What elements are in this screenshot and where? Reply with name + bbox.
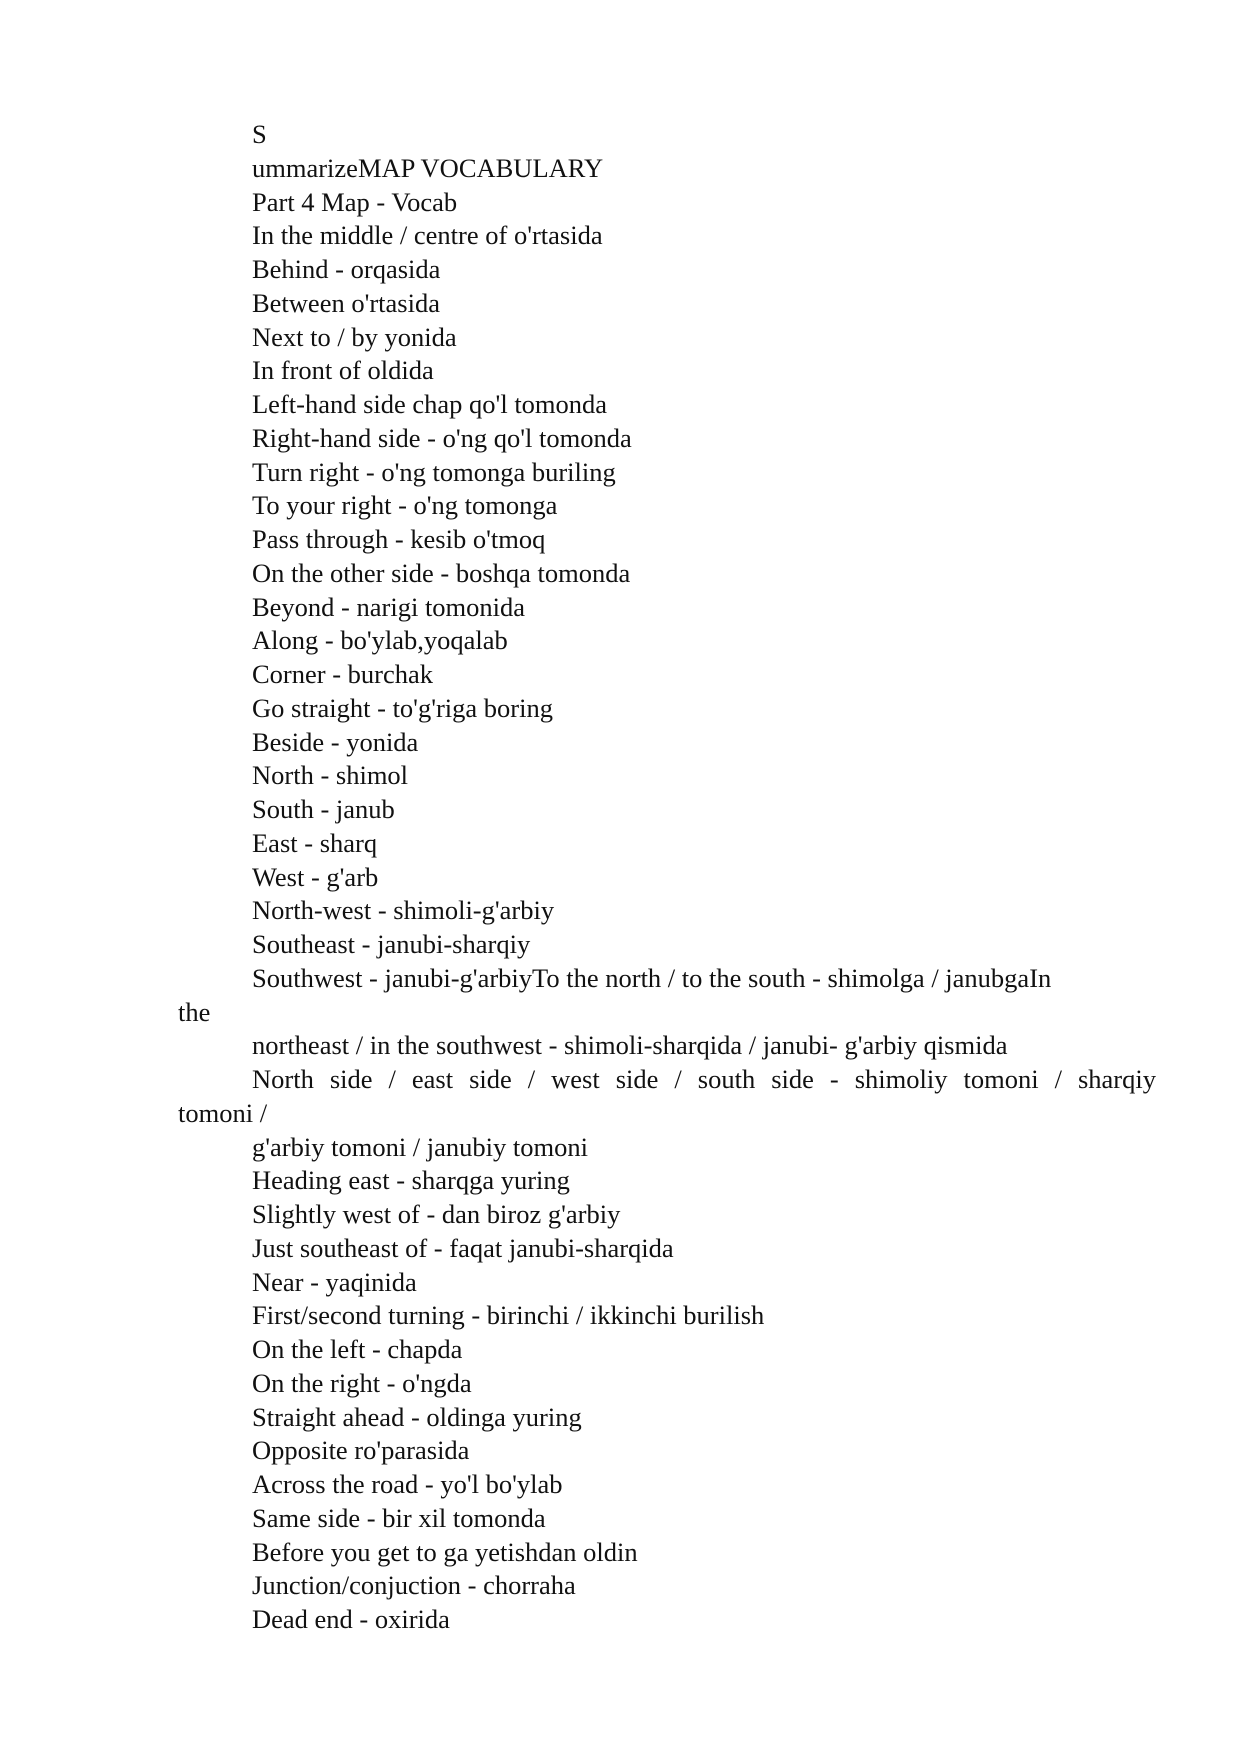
text-line: North-west - shimoli-g'arbiy <box>252 895 555 926</box>
text-line: Part 4 Map - Vocab <box>252 186 458 217</box>
text-line: Southeast - janubi-sharqiy <box>252 929 531 959</box>
text-line: Dead end - oxirida <box>252 1604 450 1634</box>
text-line: East - sharq <box>252 827 378 858</box>
text-line: northeast / in the southwest - shimoli-sharqida / janubi- g'arbiy qismida <box>252 1030 1008 1061</box>
text-line: Before you get to ga yetishdan oldin <box>252 1536 638 1567</box>
text-line: Turn right - o'ng tomonga buriling <box>252 456 616 487</box>
text-line: Junction/conjuction - chorraha <box>252 1570 576 1601</box>
text-line: On the other side - boshqa tomonda <box>252 557 631 588</box>
text-line: Slightly west of - dan biroz g'arbiy <box>252 1199 621 1229</box>
text-line: Heading east - sharqga yuring <box>252 1165 570 1196</box>
text-line: West - g'arb <box>252 861 379 892</box>
text-line: Beyond - narigi tomonida <box>252 591 526 622</box>
text-line: On the left - chapda <box>252 1334 463 1364</box>
text-line: In the middle / centre of o'rtasida <box>252 220 603 251</box>
text-line: ummarizeMAP VOCABULARY <box>252 152 604 183</box>
text-line: Near - yaqinida <box>252 1266 417 1297</box>
text-line: To your right - o'ng tomonga <box>252 490 558 521</box>
text-line: Corner - burchak <box>252 659 434 689</box>
vocabulary-text <box>178 118 1156 1637</box>
text-line: Pass through - kesib o'tmoq <box>252 524 546 554</box>
text-line: Along - bo'ylab,yoqalab <box>252 625 508 656</box>
text-line: Go straight - to'g'riga boring <box>252 692 553 723</box>
text-line: North - shimol <box>252 760 409 791</box>
text-line: Same side - bir xil tomonda <box>252 1502 546 1533</box>
text-line: Left-hand side chap qo'l tomonda <box>252 389 608 419</box>
text-line: tomoni / <box>178 1097 268 1128</box>
text-line: First/second turning - birinchi / ikkinchi burilish <box>252 1300 765 1331</box>
text-line: On the right - o'ngda <box>252 1367 472 1398</box>
text-line: Opposite ro'parasida <box>252 1435 470 1466</box>
text-line: Across the road - yo'l bo'ylab <box>252 1469 563 1499</box>
text-line: g'arbiy tomoni / janubiy tomoni <box>252 1131 588 1162</box>
text-line: Right-hand side - o'ng qo'l tomonda <box>252 422 632 453</box>
text-line: Southwest - janubi-g'arbiyTo the north / to the south - shimolga / janubgaIn <box>252 962 1052 993</box>
text-line: Beside - yonida <box>252 726 419 757</box>
text-line: Between o'rtasida <box>252 287 440 318</box>
text-line: South - janub <box>252 794 395 824</box>
text-line: Straight ahead - oldinga yuring <box>252 1401 582 1432</box>
text-line: S <box>252 119 267 149</box>
text-line: the <box>178 996 211 1027</box>
text-line: Next to / by yonida <box>252 321 457 352</box>
text-line: In front of oldida <box>252 355 434 386</box>
text-line: Behind - orqasida <box>252 254 441 284</box>
text-line-justified: North side / east side / west side / south side - shimoliy tomoni / sharqiy <box>252 1064 1156 1094</box>
text-line: Just southeast of - faqat janubi-sharqida <box>252 1232 674 1263</box>
